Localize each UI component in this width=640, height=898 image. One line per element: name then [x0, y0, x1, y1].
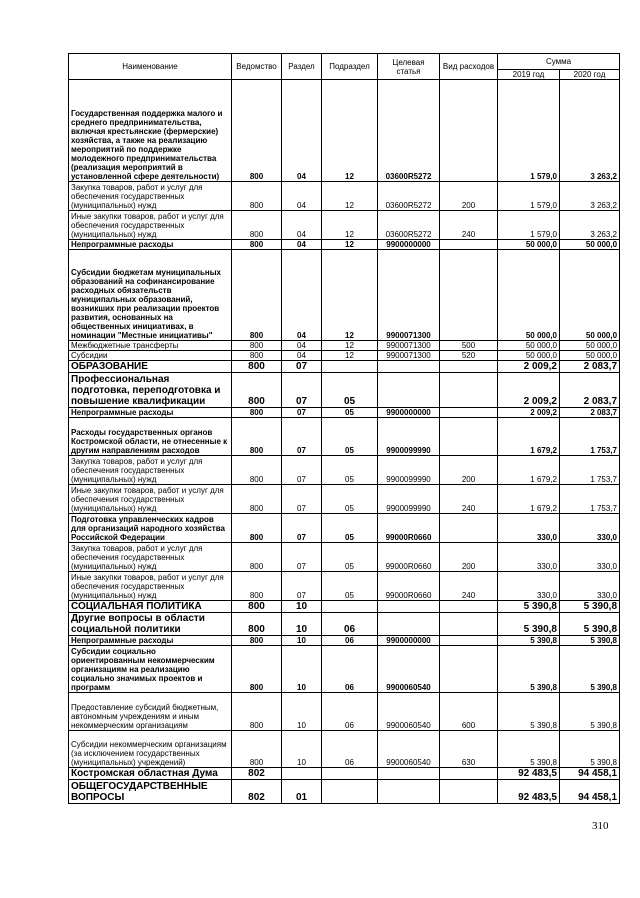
cell-article: 9900071300 [378, 250, 440, 341]
cell-sum-2020: 50 000,0 [560, 240, 620, 250]
cell-dept: 800 [232, 80, 282, 182]
cell-sum-2019: 50 000,0 [498, 240, 560, 250]
cell-kind [440, 646, 498, 693]
cell-subsection: 05 [322, 485, 378, 514]
cell-article: 9900060540 [378, 646, 440, 693]
cell-subsection: 05 [322, 543, 378, 572]
cell-subsection: 12 [322, 182, 378, 211]
cell-kind [440, 613, 498, 636]
cell-name: Костромская областная Дума [69, 768, 232, 780]
cell-sum-2019: 1 579,0 [498, 211, 560, 240]
cell-section: 07 [282, 408, 322, 418]
cell-section: 10 [282, 636, 322, 646]
cell-kind [440, 418, 498, 456]
header-year-2020: 2020 год [560, 70, 620, 80]
table-row [69, 341, 620, 351]
cell-sum-2019: 92 483,5 [498, 768, 560, 780]
cell-kind: 520 [440, 351, 498, 361]
cell-kind: 240 [440, 211, 498, 240]
cell-section: 10 [282, 601, 322, 613]
cell-section: 04 [282, 341, 322, 351]
cell-dept: 802 [232, 780, 282, 804]
cell-subsection: 05 [322, 572, 378, 601]
cell-sum-2019: 2 009,2 [498, 373, 560, 408]
cell-kind [440, 636, 498, 646]
cell-dept: 800 [232, 613, 282, 636]
cell-sum-2019: 50 000,0 [498, 341, 560, 351]
cell-sum-2020: 330,0 [560, 543, 620, 572]
cell-sum-2020: 94 458,1 [560, 768, 620, 780]
cell-section: 04 [282, 80, 322, 182]
table-row [69, 601, 620, 613]
cell-article: 9900099990 [378, 485, 440, 514]
cell-article [378, 601, 440, 613]
cell-kind [440, 240, 498, 250]
cell-dept: 800 [232, 514, 282, 543]
cell-subsection: 12 [322, 341, 378, 351]
cell-sum-2019: 5 390,8 [498, 601, 560, 613]
cell-subsection [322, 361, 378, 373]
cell-name: Профессиональная подготовка, переподготовка и повышение квалификации [69, 373, 232, 408]
cell-sum-2019: 5 390,8 [498, 636, 560, 646]
cell-kind [440, 408, 498, 418]
cell-kind [440, 768, 498, 780]
cell-article: 03600R5272 [378, 182, 440, 211]
cell-section: 04 [282, 351, 322, 361]
cell-sum-2020: 2 083,7 [560, 408, 620, 418]
cell-section: 07 [282, 361, 322, 373]
table-row [69, 373, 620, 408]
table-row [69, 182, 620, 211]
cell-section: 10 [282, 646, 322, 693]
cell-subsection: 12 [322, 250, 378, 341]
cell-section: 10 [282, 731, 322, 768]
header-year-2019: 2019 год [498, 70, 560, 80]
cell-kind [440, 780, 498, 804]
header-name: Наименование [69, 54, 232, 80]
cell-name: ОБРАЗОВАНИЕ [69, 361, 232, 373]
cell-sum-2020: 50 000,0 [560, 341, 620, 351]
cell-name: Иные закупки товаров, работ и услуг для обеспечения государственных (муниципальных) нужд [69, 485, 232, 514]
cell-dept: 800 [232, 182, 282, 211]
cell-sum-2019: 1 679,2 [498, 485, 560, 514]
cell-name: Расходы государственных органов Костромской области, не отнесенные к другим направлениям расходов [69, 418, 232, 456]
cell-dept: 800 [232, 543, 282, 572]
cell-sum-2019: 92 483,5 [498, 780, 560, 804]
cell-article [378, 768, 440, 780]
cell-section: 01 [282, 780, 322, 804]
cell-article: 9900099990 [378, 418, 440, 456]
cell-subsection: 12 [322, 240, 378, 250]
cell-kind: 200 [440, 456, 498, 485]
cell-kind: 630 [440, 731, 498, 768]
cell-dept: 800 [232, 485, 282, 514]
cell-article: 9900000000 [378, 636, 440, 646]
table-row [69, 543, 620, 572]
cell-sum-2020: 1 753,7 [560, 418, 620, 456]
cell-article: 9900060540 [378, 693, 440, 731]
cell-dept: 800 [232, 240, 282, 250]
cell-sum-2020: 1 753,7 [560, 456, 620, 485]
header-sum: Сумма [498, 54, 620, 70]
cell-name: Иные закупки товаров, работ и услуг для обеспечения государственных (муниципальных) нужд [69, 211, 232, 240]
cell-subsection: 05 [322, 514, 378, 543]
table-row [69, 731, 620, 768]
cell-sum-2019: 2 009,2 [498, 361, 560, 373]
cell-article [378, 373, 440, 408]
cell-subsection: 05 [322, 408, 378, 418]
cell-name: Межбюджетные трансферты [69, 341, 232, 351]
cell-dept: 800 [232, 731, 282, 768]
cell-sum-2019: 330,0 [498, 543, 560, 572]
cell-sum-2019: 1 679,2 [498, 418, 560, 456]
cell-name: Субсидии [69, 351, 232, 361]
cell-article: 99000R0660 [378, 543, 440, 572]
cell-name: Закупка товаров, работ и услуг для обеспечения государственных (муниципальных) нужд [69, 182, 232, 211]
cell-subsection: 12 [322, 211, 378, 240]
table-row [69, 693, 620, 731]
cell-subsection [322, 780, 378, 804]
cell-kind: 240 [440, 572, 498, 601]
cell-dept: 800 [232, 456, 282, 485]
table-row [69, 361, 620, 373]
cell-name: СОЦИАЛЬНАЯ ПОЛИТИКА [69, 601, 232, 613]
table-row [69, 240, 620, 250]
cell-sum-2020: 330,0 [560, 572, 620, 601]
cell-subsection: 05 [322, 373, 378, 408]
cell-kind: 240 [440, 485, 498, 514]
cell-section: 07 [282, 572, 322, 601]
cell-name: Субсидии бюджетам муниципальных образований на софинансирование расходных обязательств муниципальных образований, возникших при реализации проектов развития, основанных на общественных инициативах, в номинации "Местные инициативы" [69, 250, 232, 341]
cell-kind [440, 361, 498, 373]
table-row [69, 613, 620, 636]
table-row [69, 780, 620, 804]
cell-sum-2019: 1 579,0 [498, 182, 560, 211]
table-row [69, 514, 620, 543]
cell-sum-2019: 5 390,8 [498, 613, 560, 636]
cell-article: 03600R5272 [378, 80, 440, 182]
cell-dept: 800 [232, 572, 282, 601]
cell-section [282, 768, 322, 780]
cell-sum-2020: 5 390,8 [560, 613, 620, 636]
cell-name: Подготовка управленческих кадров для организаций народного хозяйства Российской Федерации [69, 514, 232, 543]
cell-sum-2019: 5 390,8 [498, 693, 560, 731]
header-article: Целевая статья [378, 54, 440, 80]
cell-dept: 800 [232, 693, 282, 731]
cell-sum-2019: 330,0 [498, 514, 560, 543]
cell-section: 10 [282, 613, 322, 636]
cell-sum-2019: 1 579,0 [498, 80, 560, 182]
cell-dept: 800 [232, 211, 282, 240]
cell-dept: 800 [232, 601, 282, 613]
table-row [69, 456, 620, 485]
cell-article: 9900000000 [378, 408, 440, 418]
cell-sum-2020: 5 390,8 [560, 646, 620, 693]
cell-dept: 800 [232, 250, 282, 341]
header-section: Раздел [282, 54, 322, 80]
cell-name: Другие вопросы в области социальной политики [69, 613, 232, 636]
cell-article: 9900000000 [378, 240, 440, 250]
cell-article: 99000R0660 [378, 514, 440, 543]
budget-table [68, 53, 620, 804]
header-subsection: Подраздел [322, 54, 378, 80]
cell-dept: 800 [232, 373, 282, 408]
cell-sum-2020: 3 263,2 [560, 80, 620, 182]
cell-subsection [322, 601, 378, 613]
cell-section: 07 [282, 456, 322, 485]
page-number: 310 [592, 820, 609, 832]
cell-subsection: 05 [322, 456, 378, 485]
cell-dept: 800 [232, 418, 282, 456]
cell-subsection: 05 [322, 418, 378, 456]
cell-sum-2019: 5 390,8 [498, 731, 560, 768]
cell-section: 07 [282, 418, 322, 456]
cell-sum-2019: 330,0 [498, 572, 560, 601]
cell-subsection [322, 768, 378, 780]
table-row [69, 485, 620, 514]
cell-subsection: 06 [322, 731, 378, 768]
table-row [69, 351, 620, 361]
table-body [69, 80, 620, 804]
cell-sum-2020: 330,0 [560, 514, 620, 543]
cell-sum-2020: 50 000,0 [560, 250, 620, 341]
cell-article [378, 613, 440, 636]
cell-dept: 800 [232, 351, 282, 361]
cell-section: 04 [282, 211, 322, 240]
cell-section: 07 [282, 373, 322, 408]
cell-section: 04 [282, 240, 322, 250]
cell-name: Непрограммные расходы [69, 636, 232, 646]
cell-sum-2020: 50 000,0 [560, 351, 620, 361]
cell-name: Субсидии социально ориентированным некоммерческим организациям на реализацию социально значимых проектов и программ [69, 646, 232, 693]
cell-subsection: 12 [322, 80, 378, 182]
cell-kind [440, 80, 498, 182]
cell-dept: 800 [232, 646, 282, 693]
table-row [69, 636, 620, 646]
cell-kind [440, 601, 498, 613]
cell-article: 9900071300 [378, 351, 440, 361]
cell-sum-2019: 5 390,8 [498, 646, 560, 693]
cell-section: 10 [282, 693, 322, 731]
cell-kind: 600 [440, 693, 498, 731]
cell-kind: 200 [440, 543, 498, 572]
cell-sum-2020: 1 753,7 [560, 485, 620, 514]
cell-name: Закупка товаров, работ и услуг для обеспечения государственных (муниципальных) нужд [69, 456, 232, 485]
cell-name: ОБЩЕГОСУДАРСТВЕННЫЕ ВОПРОСЫ [69, 780, 232, 804]
cell-subsection: 06 [322, 693, 378, 731]
cell-section: 04 [282, 250, 322, 341]
cell-kind [440, 373, 498, 408]
cell-article [378, 361, 440, 373]
cell-name: Предоставление субсидий бюджетным, автономным учреждениям и иным некоммерческим организациям [69, 693, 232, 731]
table-row [69, 211, 620, 240]
cell-section: 07 [282, 485, 322, 514]
cell-article: 9900071300 [378, 341, 440, 351]
cell-section: 07 [282, 514, 322, 543]
cell-dept: 802 [232, 768, 282, 780]
cell-article: 03600R5272 [378, 211, 440, 240]
cell-name: Закупка товаров, работ и услуг для обеспечения государственных (муниципальных) нужд [69, 543, 232, 572]
cell-name: Непрограммные расходы [69, 240, 232, 250]
cell-name: Государственная поддержка малого и среднего предпринимательства, включая крестьянские (фермерские) хозяйства, а также на реализацию мероприятий по поддержке молодежного предпринимательства (реализация мероприятий в установленной сфере деятельности) [69, 80, 232, 182]
cell-subsection: 06 [322, 636, 378, 646]
header-kind: Вид расходов [440, 54, 498, 80]
cell-section: 04 [282, 182, 322, 211]
cell-kind: 200 [440, 182, 498, 211]
cell-sum-2020: 3 263,2 [560, 211, 620, 240]
cell-sum-2020: 94 458,1 [560, 780, 620, 804]
cell-sum-2020: 2 083,7 [560, 361, 620, 373]
table-row [69, 408, 620, 418]
cell-sum-2019: 1 679,2 [498, 456, 560, 485]
cell-sum-2020: 3 263,2 [560, 182, 620, 211]
table-row [69, 250, 620, 341]
cell-article: 99000R0660 [378, 572, 440, 601]
cell-sum-2020: 5 390,8 [560, 636, 620, 646]
cell-dept: 800 [232, 636, 282, 646]
cell-sum-2019: 2 009,2 [498, 408, 560, 418]
cell-name: Иные закупки товаров, работ и услуг для обеспечения государственных (муниципальных) нужд [69, 572, 232, 601]
cell-sum-2020: 5 390,8 [560, 601, 620, 613]
table-row [69, 418, 620, 456]
cell-subsection: 06 [322, 646, 378, 693]
cell-sum-2020: 5 390,8 [560, 693, 620, 731]
cell-article: 9900099990 [378, 456, 440, 485]
cell-article: 9900060540 [378, 731, 440, 768]
cell-dept: 800 [232, 408, 282, 418]
header-dept: Ведомство [232, 54, 282, 80]
table-row [69, 646, 620, 693]
cell-dept: 800 [232, 341, 282, 351]
table-row [69, 572, 620, 601]
table-row [69, 80, 620, 182]
cell-subsection: 06 [322, 613, 378, 636]
cell-sum-2020: 5 390,8 [560, 731, 620, 768]
cell-dept: 800 [232, 361, 282, 373]
cell-kind: 500 [440, 341, 498, 351]
cell-kind [440, 514, 498, 543]
cell-sum-2019: 50 000,0 [498, 250, 560, 341]
cell-name: Непрограммные расходы [69, 408, 232, 418]
cell-sum-2020: 2 083,7 [560, 373, 620, 408]
cell-article [378, 780, 440, 804]
table-row [69, 768, 620, 780]
cell-sum-2019: 50 000,0 [498, 351, 560, 361]
cell-section: 07 [282, 543, 322, 572]
cell-subsection: 12 [322, 351, 378, 361]
cell-name: Субсидии некоммерческим организациям (за исключением государственных (муниципальных) учреждений) [69, 731, 232, 768]
cell-kind [440, 250, 498, 341]
